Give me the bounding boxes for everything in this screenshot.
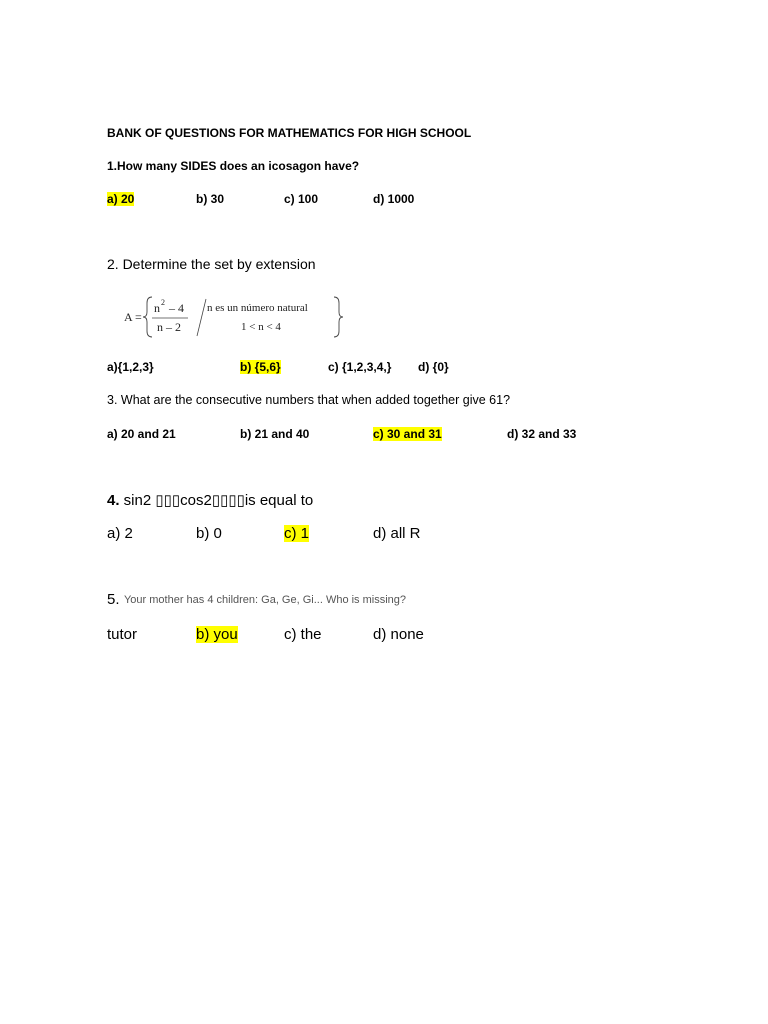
question-3-option-d: d) 32 and 33 bbox=[507, 427, 577, 441]
question-2-option-c: c) {1,2,3,4,} bbox=[328, 360, 392, 374]
question-1-option-d: d) 1000 bbox=[373, 192, 415, 206]
question-5-text bbox=[107, 591, 406, 609]
question-5-number: 5. bbox=[107, 591, 120, 608]
question-3-option-b: b) 21 and 40 bbox=[240, 427, 310, 441]
question-1-text: 1.How many SIDES does an icosagon have? bbox=[107, 159, 360, 173]
formula-condition-top: n es un número natural bbox=[207, 302, 308, 314]
question-4-number: 4. bbox=[107, 492, 120, 509]
set-formula bbox=[122, 294, 342, 340]
question-5-option-c: c) the bbox=[284, 626, 322, 643]
question-3-text: 3. What are the consecutive numbers that when added together give 61? bbox=[107, 393, 511, 407]
question-2-option-a: a){1,2,3} bbox=[107, 360, 154, 374]
question-5-option-a: tutor bbox=[107, 626, 138, 643]
formula-right-brace bbox=[334, 297, 343, 337]
question-5-option-d: d) none bbox=[373, 626, 424, 643]
formula-left-brace bbox=[143, 297, 152, 337]
question-1-option-b: b) 30 bbox=[196, 192, 225, 206]
question-1-option-c: c) 100 bbox=[284, 192, 319, 206]
question-3-option-a: a) 20 and 21 bbox=[107, 427, 176, 441]
question-4-option-a: a) 2 bbox=[107, 525, 133, 542]
formula-lhs: A = bbox=[124, 310, 142, 324]
question-4-expression: sin2 ▯▯▯cos2▯▯▯▯is equal to bbox=[119, 492, 314, 509]
formula-condition-bottom: 1 < n < 4 bbox=[241, 321, 281, 333]
question-4-text bbox=[107, 491, 313, 509]
question-5-riddle: Your mother has 4 children: Ga, Ge, Gi... Who is missing? bbox=[123, 594, 407, 606]
question-2-option-b: b) {5,6} bbox=[240, 360, 281, 374]
question-1-option-a: a) 20 bbox=[107, 192, 135, 206]
document-title: BANK OF QUESTIONS FOR MATHEMATICS FOR HIGH SCHOOL bbox=[107, 126, 472, 140]
formula-numerator-exp: 2 bbox=[161, 298, 165, 307]
question-5-option-b: b) you bbox=[196, 626, 238, 643]
formula-slash bbox=[197, 299, 206, 336]
formula-numerator-base: n bbox=[154, 301, 160, 315]
question-4-option-d: d) all R bbox=[373, 525, 421, 542]
question-2-text: 2. Determine the set by extension bbox=[107, 256, 316, 272]
formula-numerator-rest: – 4 bbox=[169, 301, 184, 315]
question-3-option-c: c) 30 and 31 bbox=[373, 427, 442, 441]
question-2-option-d: d) {0} bbox=[418, 360, 449, 374]
question-4-option-c: c) 1 bbox=[284, 525, 310, 542]
question-4-option-b: b) 0 bbox=[196, 525, 222, 542]
formula-denominator: n – 2 bbox=[157, 320, 181, 334]
